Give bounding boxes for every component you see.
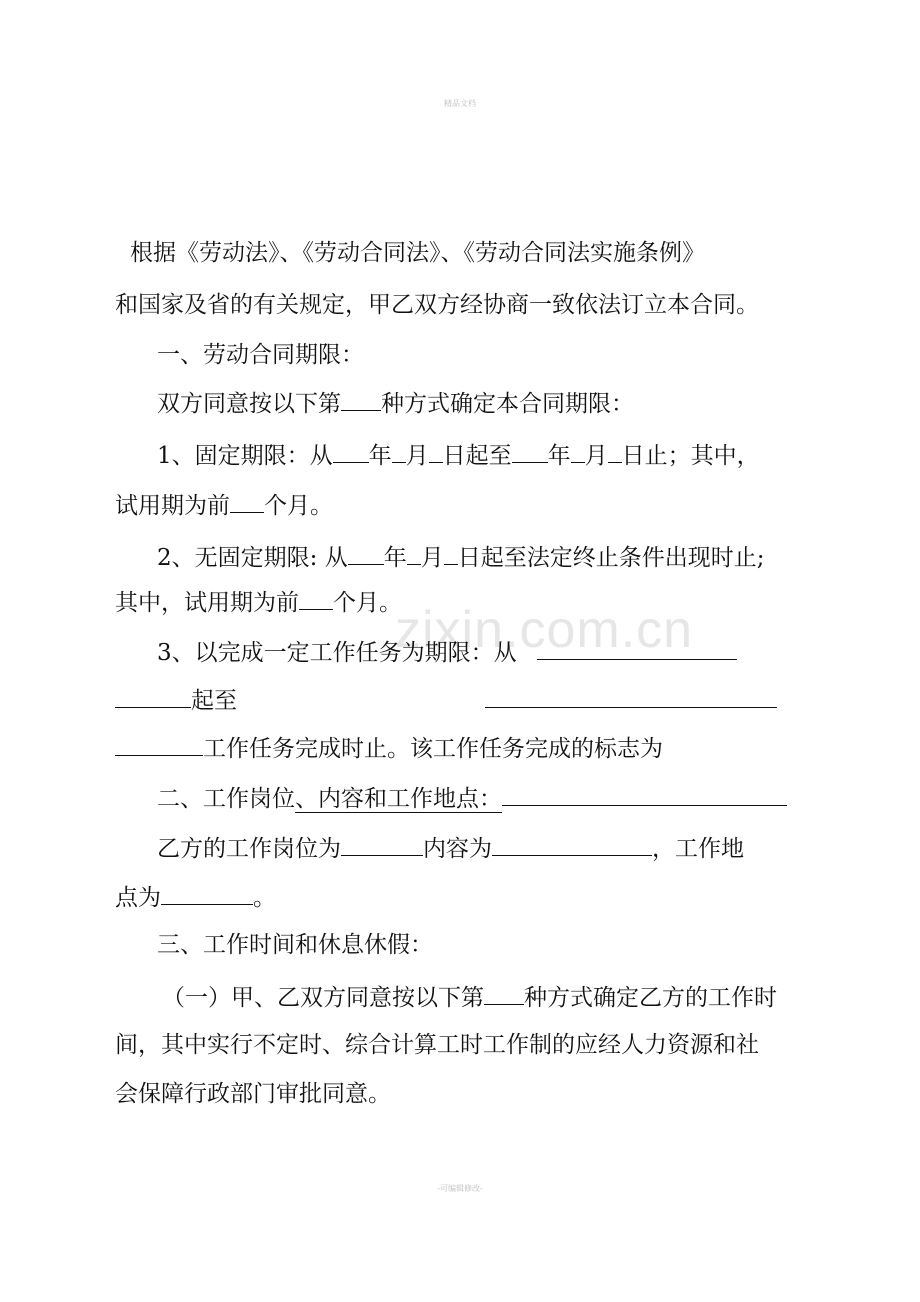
section-heading: [157, 930, 433, 960]
text: 月: [584, 443, 608, 469]
blank-field[interactable]: [115, 733, 203, 756]
text: 、内容和工作地点：: [295, 786, 502, 812]
text: ，工作地: [652, 836, 744, 862]
paragraph-line: [157, 637, 737, 668]
paragraph-line: [115, 685, 777, 716]
text: 工作任务完成时止。该工作任务完成的标志为: [203, 736, 663, 762]
text: 双方同意按以下第: [157, 391, 341, 417]
text: 个月。: [333, 590, 402, 616]
blank-field[interactable]: [492, 833, 652, 856]
text: 。: [253, 885, 276, 911]
blank-field[interactable]: [502, 783, 787, 806]
blank-field[interactable]: [512, 440, 548, 463]
blank-field[interactable]: [299, 587, 333, 610]
paragraph-line: [115, 733, 663, 764]
paragraph-line: [115, 1030, 759, 1060]
paragraph-line: [157, 388, 634, 419]
paragraph-line: [162, 982, 777, 1013]
text: 年: [383, 545, 407, 571]
text: 种方式确定乙方的工作时: [524, 985, 777, 1011]
page-footer: -可编辑修改-: [437, 1184, 483, 1193]
text: 二、工作岗位: [157, 786, 295, 812]
blank-field[interactable]: [608, 440, 622, 463]
text: 年: [368, 443, 392, 469]
blank-field[interactable]: [444, 542, 458, 565]
text: 日起至: [442, 443, 512, 469]
text: 起至: [191, 688, 237, 714]
blank-field[interactable]: [341, 833, 423, 856]
text: 间，其中实行不定时、综合计算工时工作制的应经人力资源和社: [115, 1032, 759, 1058]
paragraph-line: [157, 833, 744, 864]
text: 1、固定期限：从: [157, 443, 333, 469]
paragraph-line: [115, 290, 759, 320]
text: 乙方的工作岗位为: [157, 836, 341, 862]
text: 日止；其中，: [621, 443, 760, 469]
watermark: zixin.com.cn: [395, 601, 694, 659]
text: 月: [405, 443, 429, 469]
text: 点为: [115, 885, 161, 911]
text: 3、以完成一定工作任务为期限：从: [157, 640, 517, 666]
text: 种方式确定本合同期限：: [381, 391, 634, 417]
blank-field[interactable]: [161, 882, 253, 905]
text: 内容为: [423, 836, 492, 862]
paragraph-line: [115, 1079, 391, 1109]
text: 年: [547, 443, 571, 469]
text: 日起至法定终止条件出现时止;: [457, 545, 765, 571]
blank-field[interactable]: [429, 440, 443, 463]
text: （一）甲、乙双方同意按以下第: [162, 985, 484, 1011]
blank-field[interactable]: [407, 542, 421, 565]
text: 月: [420, 545, 444, 571]
section-heading: [157, 340, 364, 370]
blank-field[interactable]: [341, 388, 381, 411]
text: 一、劳动合同期限：: [157, 342, 364, 368]
text: 试用期为前: [115, 493, 230, 519]
blank-field[interactable]: [485, 685, 777, 708]
text: 三、工作时间和休息休假：: [157, 932, 433, 958]
page-header: 精品文档: [444, 99, 476, 108]
text: 根据《劳动法》、《劳动合同法》、《劳动合同法实施条例》: [130, 240, 705, 266]
text: 其中，试用期为前: [115, 590, 299, 616]
text: 会保障行政部门审批同意。: [115, 1081, 391, 1107]
blank-field[interactable]: [348, 542, 384, 565]
blank-field[interactable]: [333, 440, 369, 463]
paragraph-line: [115, 587, 402, 618]
paragraph-line: [157, 440, 760, 471]
blank-field[interactable]: [571, 440, 585, 463]
blank-field[interactable]: [484, 982, 524, 1005]
paragraph-line: [130, 238, 705, 268]
text: 个月。: [264, 493, 333, 519]
paragraph-line: [115, 490, 333, 521]
blank-field[interactable]: [537, 637, 737, 660]
paragraph-line: [157, 542, 764, 573]
blank-field[interactable]: [230, 490, 264, 513]
text: 2、无固定期限: 从: [157, 545, 348, 571]
section-heading: [157, 783, 787, 814]
blank-field[interactable]: [115, 685, 191, 708]
blank-field[interactable]: [392, 440, 406, 463]
text: 和国家及省的有关规定，甲乙双方经协商一致依法订立本合同。: [115, 292, 759, 318]
paragraph-line: [115, 882, 276, 913]
